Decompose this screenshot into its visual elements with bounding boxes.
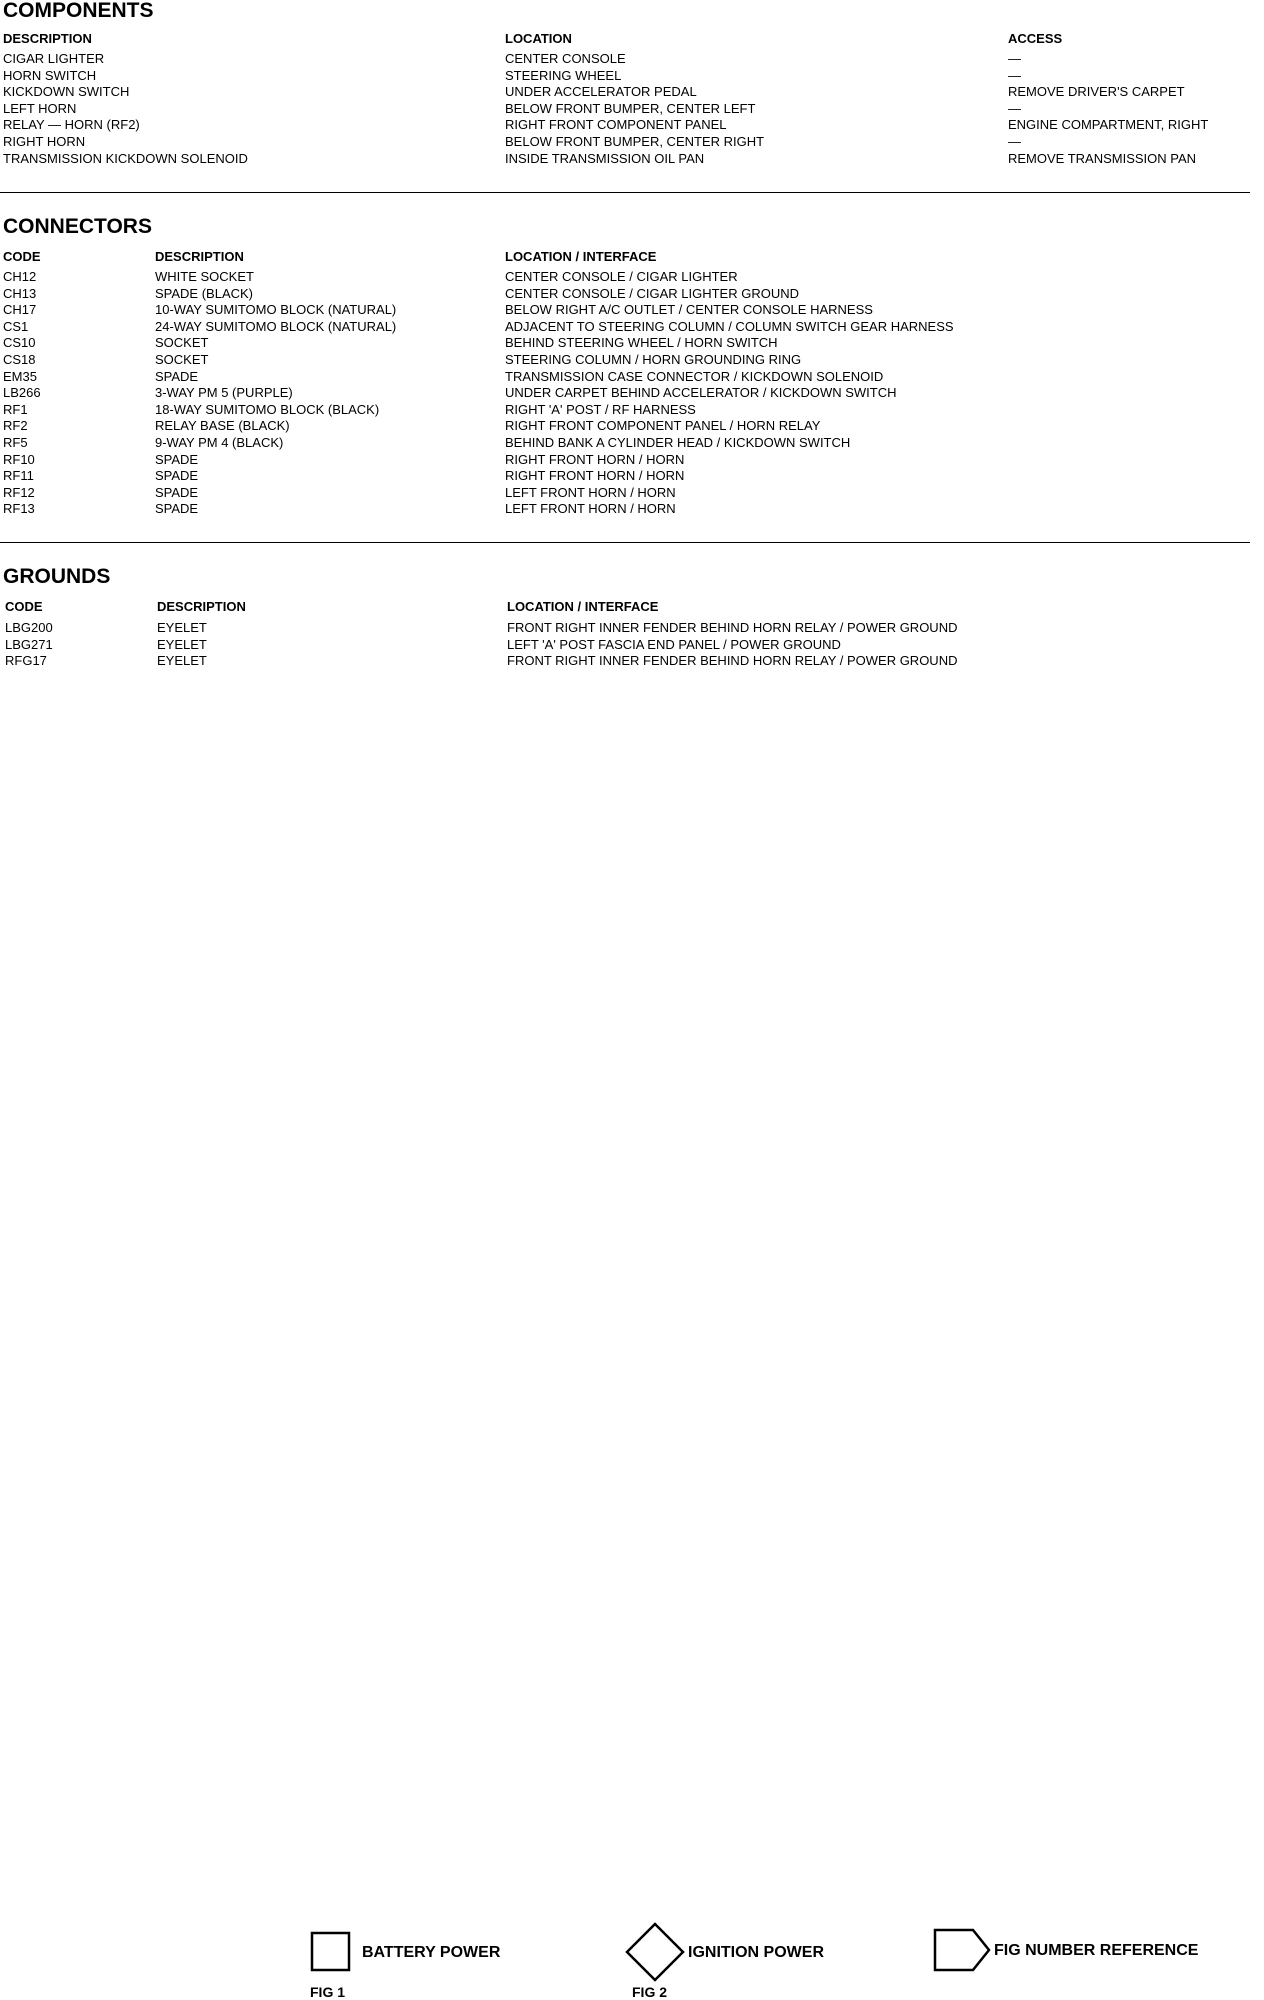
components-header-access: ACCESS [1008,31,1063,46]
grounds-description-column [157,620,207,670]
connector-location: RIGHT FRONT HORN / HORN [505,451,685,467]
section-divider [0,542,1250,543]
connector-code: RF1 [3,401,28,417]
legend [0,1900,1264,2000]
components-header-description: DESCRIPTION [3,31,92,46]
connector-code: RF12 [3,484,35,500]
component-description: RELAY — HORN (RF2) [3,117,140,133]
component-location: BELOW FRONT BUMPER, CENTER LEFT [505,100,756,116]
ground-location: FRONT RIGHT INNER FENDER BEHIND HORN RELAY / POWER GROUND [507,653,958,669]
connector-description: SOCKET [155,351,209,367]
component-description: HORN SWITCH [3,67,97,83]
connector-location: RIGHT 'A' POST / RF HARNESS [505,401,696,417]
connector-location: TRANSMISSION CASE CONNECTOR / KICKDOWN SOLENOID [505,368,884,384]
connectors-header-code: CODE [3,249,41,264]
ground-location: LEFT 'A' POST FASCIA END PANEL / POWER GROUND [507,636,841,652]
connector-description: SOCKET [155,335,209,351]
grounds-title: GROUNDS [3,565,111,588]
grounds-location-column [507,620,957,670]
grounds-header-code: CODE [5,599,43,614]
connector-code: EM35 [3,368,37,384]
connector-description: 3-WAY PM 5 (PURPLE) [155,385,293,401]
connector-code: RF11 [3,468,34,484]
components-title: COMPONENTS [3,0,154,22]
section-divider [0,192,1250,193]
ground-code: LBG200 [5,620,53,635]
connector-description: 10-WAY SUMITOMO BLOCK (NATURAL) [155,302,397,318]
component-access: REMOVE DRIVER'S CARPET [1008,84,1185,100]
connector-description: 24-WAY SUMITOMO BLOCK (NATURAL) [155,318,397,334]
legend-label: BATTERY POWER [362,1944,501,1961]
connectors-header-location: LOCATION / INTERFACE [505,249,657,264]
grounds-header-description: DESCRIPTION [157,599,246,614]
fig-label: FIG 1 [310,1984,346,2000]
component-access: ENGINE COMPARTMENT, RIGHT [1008,117,1209,133]
connector-description: WHITE SOCKET [155,269,254,284]
connector-code: RF13 [3,501,35,517]
fig-label: FIG 2 [632,1984,668,2000]
connector-location: LEFT FRONT HORN / HORN [505,501,676,517]
component-location: UNDER ACCELERATOR PEDAL [505,84,697,100]
components-description-column [3,51,248,167]
connector-location: CENTER CONSOLE / CIGAR LIGHTER GROUND [505,285,799,301]
connector-code: CH17 [3,302,37,318]
ground-description: EYELET [157,636,207,652]
connector-location: BEHIND BANK A CYLINDER HEAD / KICKDOWN SWITCH [505,434,851,450]
connector-description: SPADE [155,468,199,484]
component-access: REMOVE TRANSMISSION PAN [1008,150,1197,166]
ground-location: FRONT RIGHT INNER FENDER BEHIND HORN RELAY / POWER GROUND [507,620,958,635]
grounds-header-location: LOCATION / INTERFACE [507,599,659,614]
connector-code: CS18 [3,351,36,367]
connector-location: CENTER CONSOLE / CIGAR LIGHTER [505,269,738,284]
component-description: TRANSMISSION KICKDOWN SOLENOID [3,150,248,166]
connectors-title: CONNECTORS [3,215,152,238]
square-icon [310,1931,352,1973]
connector-description: 18-WAY SUMITOMO BLOCK (BLACK) [155,401,380,417]
connector-code: RF2 [3,418,28,434]
connector-description: SPADE [155,501,199,517]
connector-location: BEHIND STEERING WHEEL / HORN SWITCH [505,335,778,351]
diamond-icon [625,1922,685,1982]
connector-code: CH12 [3,269,37,284]
connectors-description-column [155,269,396,518]
component-location: STEERING WHEEL [505,67,622,83]
ground-code: LBG271 [5,636,53,652]
component-access: — [1008,67,1021,83]
connectors-code-column [3,269,41,518]
components-header-location: LOCATION [505,31,572,46]
connector-location: RIGHT FRONT COMPONENT PANEL / HORN RELAY [505,418,821,434]
component-location: CENTER CONSOLE [505,51,626,66]
connectors-header-description: DESCRIPTION [155,249,244,264]
connector-description: SPADE [155,368,199,384]
connector-code: CH13 [3,285,37,301]
connector-location: LEFT FRONT HORN / HORN [505,484,676,500]
component-description: KICKDOWN SWITCH [3,84,130,100]
component-location: BELOW FRONT BUMPER, CENTER RIGHT [505,133,765,149]
component-access: — [1008,51,1021,66]
ground-code: RFG17 [5,653,47,669]
component-access: — [1008,100,1021,116]
pentagon-arrow-icon [933,1928,991,1972]
component-location: INSIDE TRANSMISSION OIL PAN [505,150,705,166]
connector-location: STEERING COLUMN / HORN GROUNDING RING [505,351,802,367]
connectors-location-column [505,269,954,518]
connector-description: SPADE (BLACK) [155,285,254,301]
connector-code: CS10 [3,335,36,351]
ground-description: EYELET [157,620,207,635]
connector-location: ADJACENT TO STEERING COLUMN / COLUMN SWITCH GEAR HARNESS [505,318,954,334]
ground-description: EYELET [157,653,207,669]
grounds-code-column [5,620,53,670]
connector-code: RF10 [3,451,35,467]
connector-description: SPADE [155,451,199,467]
component-description: RIGHT HORN [3,133,86,149]
connector-description: SPADE [155,484,199,500]
component-access: — [1008,133,1021,149]
connector-description: RELAY BASE (BLACK) [155,418,290,434]
legend-label: IGNITION POWER [688,1944,824,1961]
connector-location: BELOW RIGHT A/C OUTLET / CENTER CONSOLE HARNESS [505,302,873,318]
legend-label: FIG NUMBER REFERENCE [994,1942,1199,1959]
connector-description: 9-WAY PM 4 (BLACK) [155,434,284,450]
connector-code: LB266 [3,385,41,401]
components-access-column [1008,51,1208,167]
component-location: RIGHT FRONT COMPONENT PANEL [505,117,727,133]
connector-code: RF5 [3,434,28,450]
connector-location: UNDER CARPET BEHIND ACCELERATOR / KICKDOWN SWITCH [505,385,897,401]
components-location-column [505,51,764,167]
component-description: LEFT HORN [3,100,77,116]
connector-code: CS1 [3,318,29,334]
component-description: CIGAR LIGHTER [3,51,105,66]
connector-location: RIGHT FRONT HORN / HORN [505,468,685,484]
